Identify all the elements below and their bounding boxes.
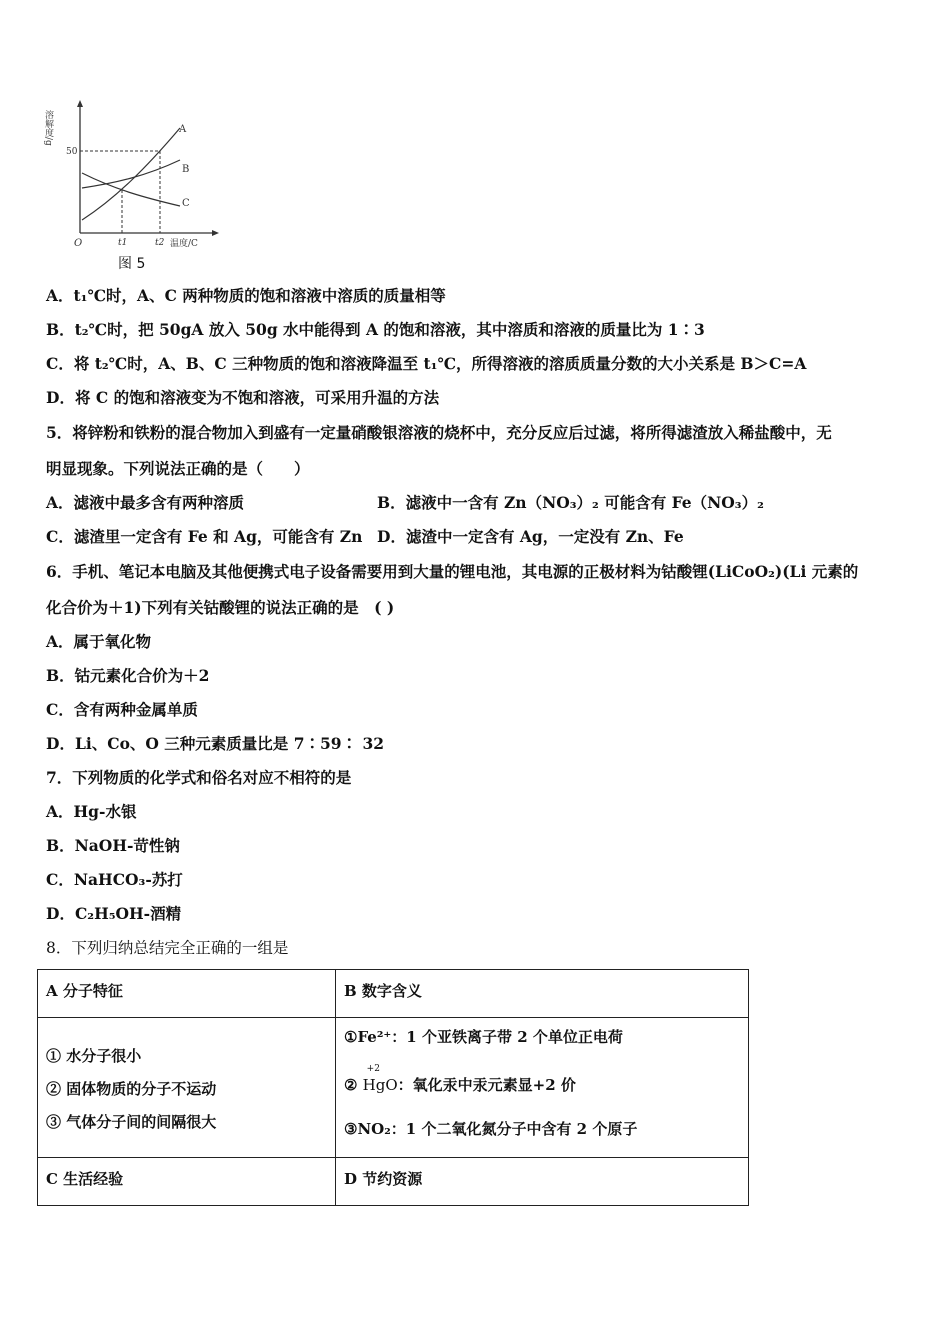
cell-a-head-text: A 分子特征 [46, 982, 123, 1000]
q6-stem-line1: 6．手机、笔记本电脑及其他便携式电子设备需要用到大量的锂电池，其电源的正极材料为钴酸锂(LiCoO₂)(Li 元素的 [46, 562, 859, 581]
hgo-formula [362, 1064, 398, 1094]
q5-option-c: C．滤渣里一定含有 Fe 和 Ag，可能含有 Zn [46, 527, 363, 546]
q4-option-a: A．t₁℃时，A、C 两种物质的饱和溶液中溶质的质量相等 [46, 286, 446, 305]
a-item-2: ② 固体物质的分子不运动 [46, 1080, 217, 1098]
curve-a [82, 128, 180, 220]
cell-a-body [38, 1018, 336, 1158]
curve-label-a: A [179, 124, 187, 135]
y-tick-50: 50 [66, 147, 78, 157]
b-item-2-text: ：氧化汞中汞元素显+2 价 [397, 1076, 576, 1094]
b-item-1: ①Fe²⁺：1 个亚铁离子带 2 个单位正电荷 [344, 1028, 623, 1046]
cell-c-head-text: C 生活经验 [46, 1170, 124, 1188]
q7-option-b: B．NaOH-苛性钠 [46, 836, 180, 855]
x-axis-label: 温度/C [170, 239, 198, 249]
q6-stem-line2: 化合价为＋1)下列有关钴酸锂的说法正确的是 ( ) [46, 598, 395, 617]
origin-label: O [74, 238, 83, 249]
q6-option-b: B．钴元素化合价为＋2 [46, 666, 210, 685]
q6-option-a: A．属于氧化物 [46, 632, 152, 651]
q4-option-c: C．将 t₂℃时，A、B、C 三种物质的饱和溶液降温至 t₁℃，所得溶液的溶质质量分数的大小关系是 B＞C=A [46, 354, 807, 373]
q5-option-d: D．滤渣中一定含有 Ag，一定没有 Zn、Fe [377, 527, 684, 546]
q7-stem: 7．下列物质的化学式和俗名对应不相符的是 [46, 768, 352, 787]
y-axis-arrow [77, 100, 83, 107]
q4-option-d: D．将 C 的饱和溶液变为不饱和溶液，可采用升温的方法 [46, 388, 440, 407]
cell-b-head-text: B 数字含义 [344, 982, 422, 1000]
cell-b-body [336, 1018, 749, 1158]
cell-c-head [38, 1158, 336, 1206]
q8-stem: 8．下列归纳总结完全正确的一组是 [46, 939, 289, 957]
a-item-3: ③ 气体分子间的间隔很大 [46, 1113, 217, 1131]
q6-option-d: D．Li、Co、O 三种元素质量比是 7∶59∶ 32 [46, 734, 385, 753]
q7-option-c: C．NaHCO₃-苏打 [46, 870, 183, 889]
y-axis-label: 溶解度/g [43, 110, 53, 146]
b-item-3: ③NO₂：1 个二氧化氮分子中含有 2 个原子 [344, 1120, 638, 1138]
q4-option-b: B．t₂℃时，把 50gA 放入 50g 水中能得到 A 的饱和溶液，其中溶质和溶液的质量比为 1∶3 [46, 320, 705, 339]
b-item-2-prefix: ② [344, 1076, 363, 1094]
x-tick-t1: t1 [118, 238, 128, 248]
cell-d-head-text: D 节约资源 [344, 1170, 423, 1188]
q5-stem-line2: 明显现象。下列说法正确的是（ ） [46, 459, 310, 478]
curve-b [82, 160, 180, 188]
hg-charge: +2 [366, 1064, 380, 1074]
q7-option-a: A．Hg-水银 [46, 802, 137, 821]
q5-option-b: B．滤液中一含有 Zn（NO₃）₂ 可能含有 Fe（NO₃）₂ [377, 493, 764, 512]
cell-d-head [336, 1158, 749, 1206]
q8-table [37, 969, 749, 1206]
q7-option-d: D．C₂H₅OH-酒精 [46, 904, 182, 923]
hgo-text: HgO [362, 1076, 398, 1094]
b-item-2 [344, 1064, 740, 1120]
solubility-graph [43, 98, 221, 273]
q5-stem-line1: 5．将锌粉和铁粉的混合物加入到盛有一定量硝酸银溶液的烧杯中，充分反应后过滤，将所得滤渣放入稀盐酸中，无 [46, 423, 832, 442]
q6-option-c: C．含有两种金属单质 [46, 700, 198, 719]
cell-a-head [38, 970, 336, 1018]
curve-label-b: B [182, 164, 190, 175]
q5-option-a: A．滤液中最多含有两种溶质 [46, 493, 245, 512]
x-tick-t2: t2 [155, 238, 165, 248]
figure-caption: 图 5 [118, 256, 146, 272]
a-item-1: ① 水分子很小 [46, 1047, 142, 1065]
x-axis-arrow [212, 230, 219, 236]
cell-b-head [336, 970, 749, 1018]
curve-label-c: C [182, 198, 190, 209]
